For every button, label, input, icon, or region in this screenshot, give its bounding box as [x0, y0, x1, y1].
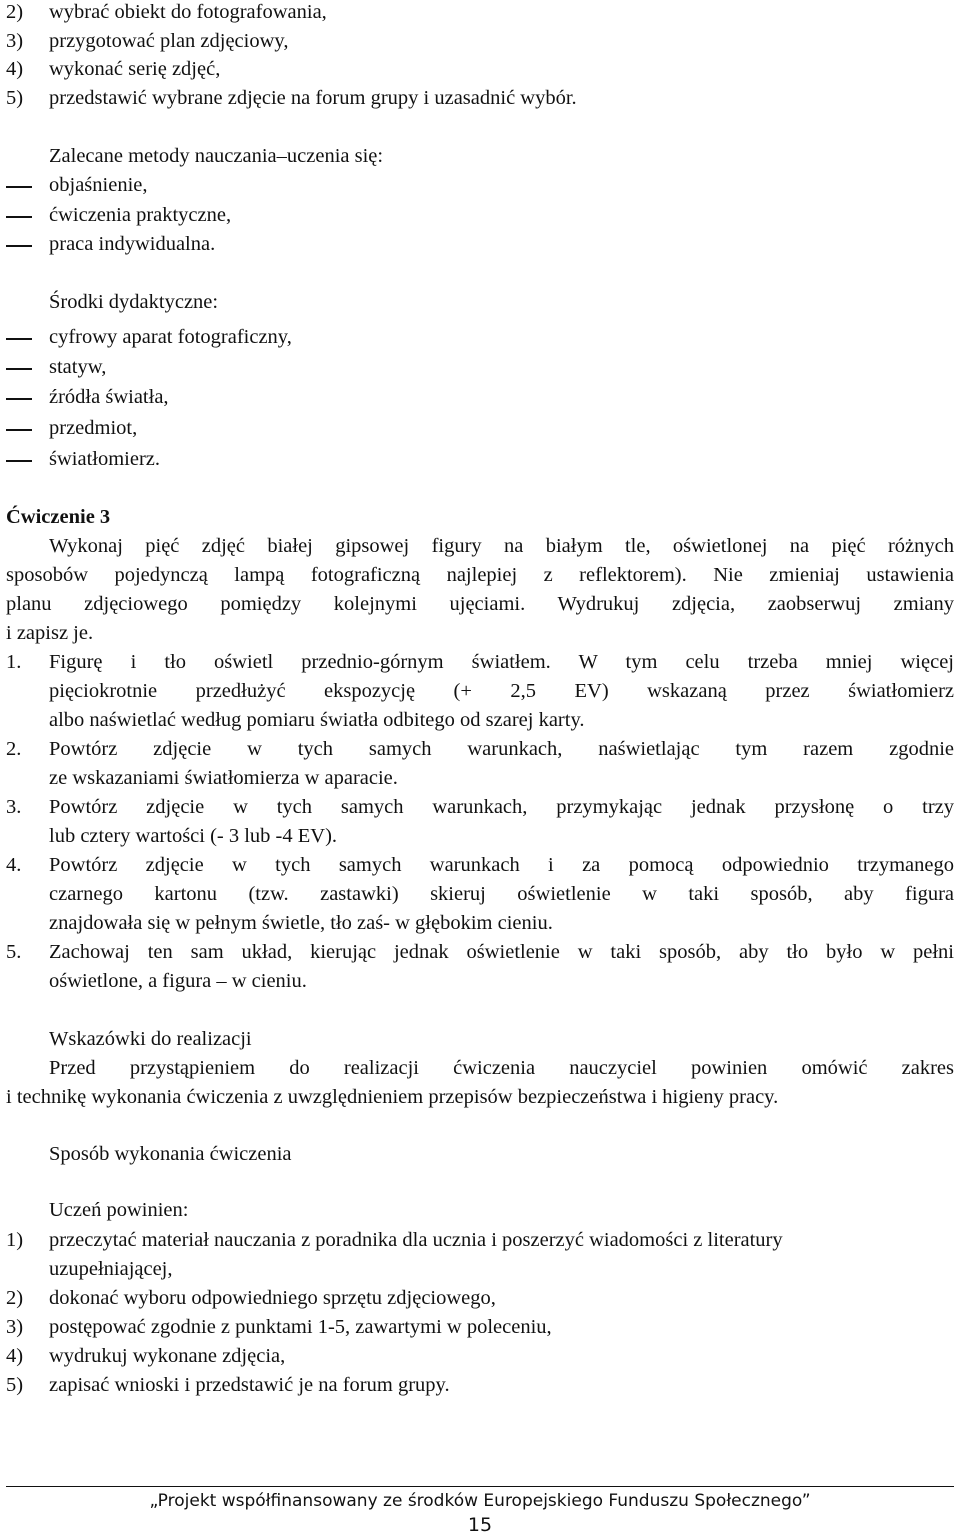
- exercise-text-line: Wykonaj pięć zdjęć białej gipsowej figury na białym tle, oświetlonej na pięć różnych: [49, 535, 954, 557]
- list-number: 3): [6, 1316, 24, 1338]
- list-item: ćwiczenia praktyczne,: [49, 204, 232, 226]
- step-text-line: lub cztery wartości (- 3 lub -4 EV).: [49, 825, 338, 847]
- methods-heading: Zalecane metody nauczania–uczenia się:: [49, 145, 384, 167]
- list-item: praca indywidualna.: [49, 233, 216, 255]
- page-number: 15: [467, 1514, 493, 1536]
- step-text-line: Powtórz zdjęcie w tych samych warunkach, naświetlając tym razem zgodnie: [49, 738, 954, 760]
- list-number: 4): [6, 58, 24, 80]
- list-dash: [6, 460, 32, 462]
- step-number: 1.: [6, 651, 22, 673]
- resources-heading: Środki dydaktyczne:: [49, 291, 219, 313]
- list-item: cyfrowy aparat fotograficzny,: [49, 326, 292, 348]
- list-item: postępować zgodnie z punktami 1-5, zawartymi w poleceniu,: [49, 1316, 552, 1338]
- list-dash: [6, 338, 32, 340]
- hints-text-line: Przed przystąpieniem do realizacji ćwiczenia nauczyciel powinien omówić zakres: [49, 1057, 954, 1079]
- list-item: statyw,: [49, 356, 107, 378]
- list-item: światłomierz.: [49, 448, 161, 470]
- hints-heading: Wskazówki do realizacji: [49, 1028, 252, 1050]
- step-text-line: Figurę i tło oświetl przednio-górnym światłem. W tym celu trzeba mniej więcej: [49, 651, 954, 673]
- list-item: wybrać obiekt do fotografowania,: [49, 1, 327, 23]
- step-text-line: ze wskazaniami światłomierza w aparacie.: [49, 767, 398, 789]
- list-item: wydrukuj wykonane zdjęcia,: [49, 1345, 286, 1367]
- list-item: objaśnienie,: [49, 174, 148, 196]
- list-dash: [6, 398, 32, 400]
- list-item: wykonać serię zdjęć,: [49, 58, 221, 80]
- execution-heading: Sposób wykonania ćwiczenia: [49, 1143, 292, 1165]
- step-text-line: pięciokrotnie przedłużyć ekspozycję (+ 2,5 EV) wskazaną przez światłomierz: [49, 680, 954, 702]
- footer-divider: [6, 1486, 954, 1487]
- list-dash: [6, 429, 32, 431]
- list-number: 2): [6, 1, 24, 23]
- hints-text-line: i technikę wykonania ćwiczenia z uwzględnieniem przepisów bezpieczeństwa i higieny pracy.: [6, 1086, 779, 1108]
- step-number: 3.: [6, 796, 22, 818]
- step-number: 5.: [6, 941, 22, 963]
- list-dash: [6, 368, 32, 370]
- list-item: przeczytać materiał nauczania z poradnika dla ucznia i poszerzyć wiadomości z literatury: [49, 1229, 783, 1251]
- list-item: przedstawić wybrane zdjęcie na forum grupy i uzasadnić wybór.: [49, 87, 577, 109]
- step-text-line: oświetlone, a figura – w cieniu.: [49, 970, 307, 992]
- exercise-text-line: planu zdjęciowego pomiędzy kolejnymi ujęciami. Wydrukuj zdjęcia, zaobserwuj zmiany: [6, 593, 954, 615]
- list-item: źródła światła,: [49, 386, 169, 408]
- list-item: dokonać wyboru odpowiedniego sprzętu zdjęciowego,: [49, 1287, 496, 1309]
- list-number: 2): [6, 1287, 24, 1309]
- step-text-line: czarnego kartonu (tzw. zastawki) skieruj oświetlenie w taki sposób, aby figura: [49, 883, 954, 905]
- step-number: 4.: [6, 854, 22, 876]
- list-dash: [6, 216, 32, 218]
- list-item: zapisać wnioski i przedstawić je na forum grupy.: [49, 1374, 450, 1396]
- step-text-line: znajdowała się w pełnym świetle, tło zaś- w głębokim cieniu.: [49, 912, 553, 934]
- footer-funding-note: „Projekt współfinansowany ze środków Europejskiego Funduszu Społecznego”: [149, 1491, 811, 1511]
- exercise-text-line: i zapisz je.: [6, 622, 94, 644]
- step-text-line: Zachowaj ten sam układ, kierując jednak oświetlenie w taki sposób, aby tło było w pełni: [49, 941, 954, 963]
- step-text-line: Powtórz zdjęcie w tych samych warunkach i za pomocą odpowiednio trzymanego: [49, 854, 954, 876]
- list-number: 4): [6, 1345, 24, 1367]
- step-number: 2.: [6, 738, 22, 760]
- list-dash: [6, 245, 32, 247]
- step-text-line: Powtórz zdjęcie w tych samych warunkach, przymykając jednak przysłonę o trzy: [49, 796, 954, 818]
- exercise-title: Ćwiczenie 3: [6, 506, 111, 528]
- list-item: przedmiot,: [49, 417, 138, 439]
- execution-subheading: Uczeń powinien:: [49, 1199, 189, 1221]
- list-dash: [6, 186, 32, 188]
- step-text-line: albo naświetlać według pomiaru światła odbitego od szarej karty.: [49, 709, 585, 731]
- list-item: uzupełniającej,: [49, 1258, 173, 1280]
- list-number: 5): [6, 87, 24, 109]
- list-number: 3): [6, 30, 24, 52]
- list-number: 5): [6, 1374, 24, 1396]
- exercise-text-line: sposobów pojedynczą lampą fotograficzną najlepiej z reflektorem). Nie zmieniaj ustawienia: [6, 564, 954, 586]
- list-item: przygotować plan zdjęciowy,: [49, 30, 289, 52]
- list-number: 1): [6, 1229, 24, 1251]
